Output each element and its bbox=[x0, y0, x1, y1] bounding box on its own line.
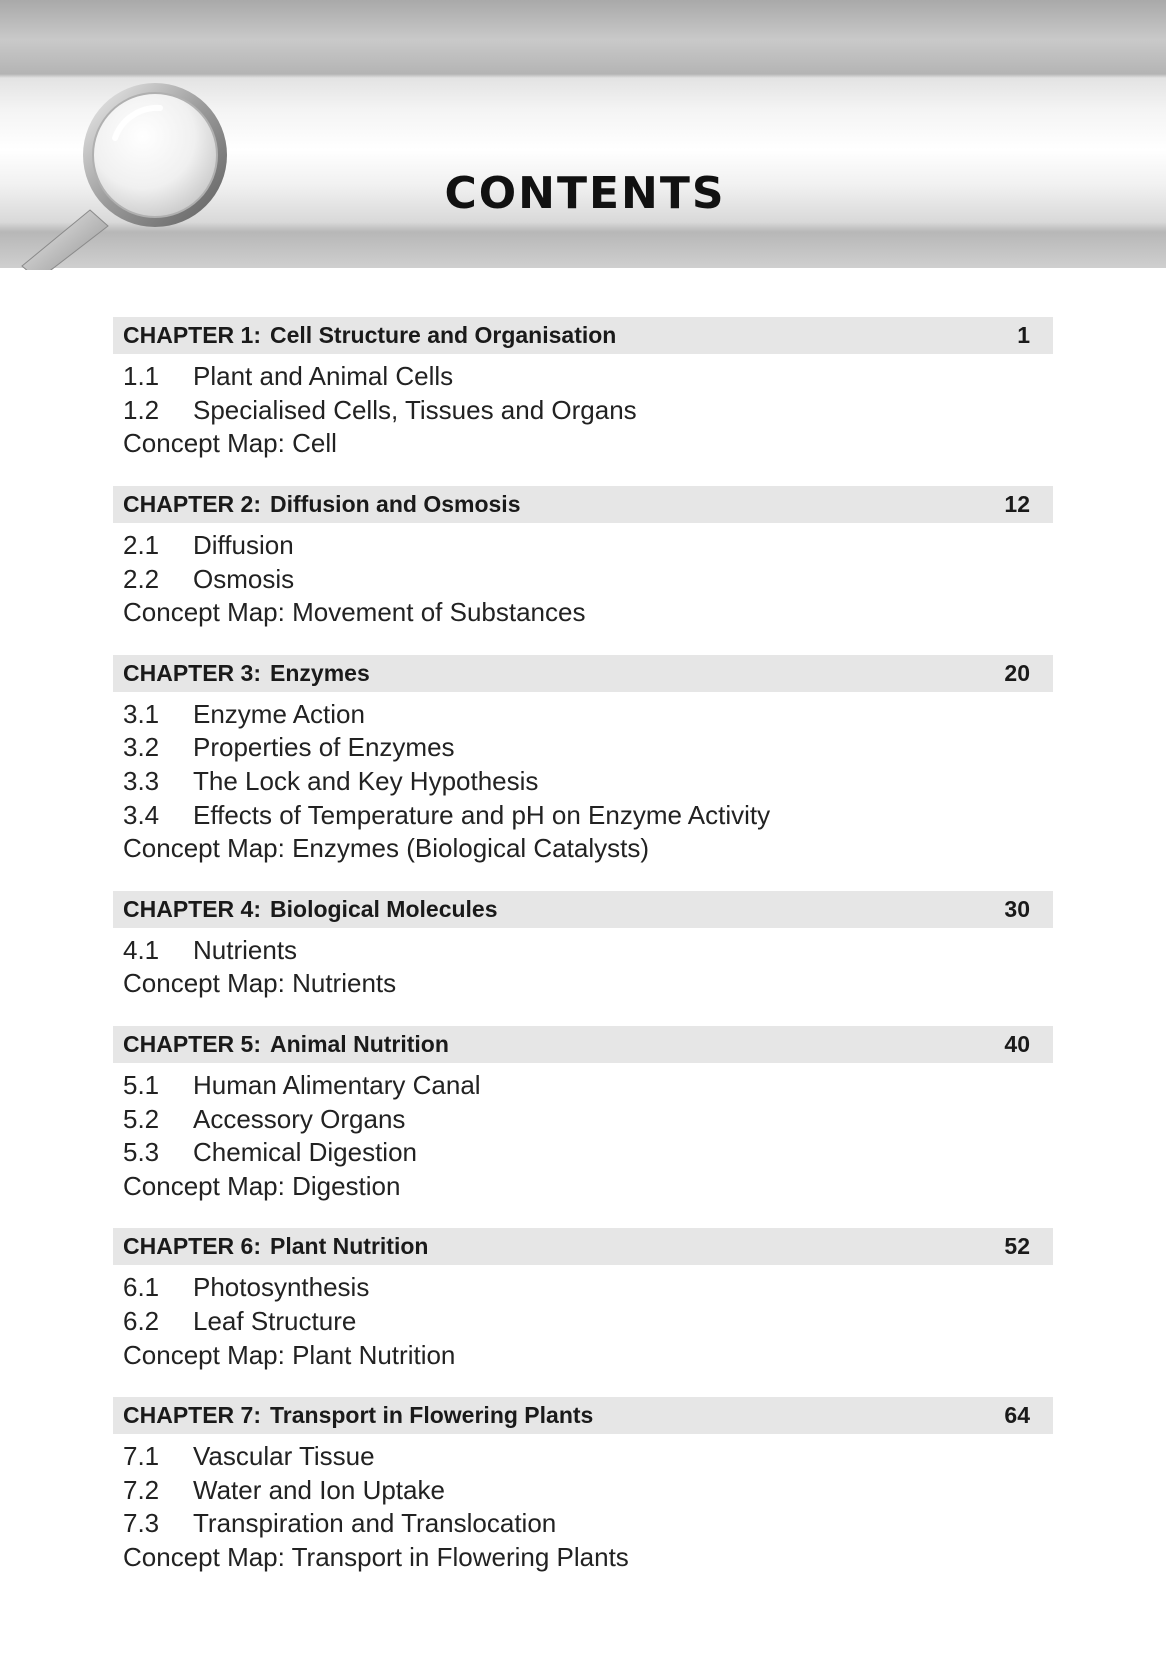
chapter-header[interactable] bbox=[113, 317, 1053, 354]
section-number: 7.3 bbox=[123, 1508, 160, 1539]
section-title: Plant and Animal Cells bbox=[193, 361, 454, 392]
section-number: 5.3 bbox=[123, 1137, 160, 1168]
chapter-block bbox=[113, 317, 1053, 461]
section-item[interactable] bbox=[123, 731, 1053, 765]
chapter-page-number: 52 bbox=[1004, 1233, 1030, 1260]
chapter-block bbox=[113, 1228, 1053, 1372]
section-item[interactable] bbox=[123, 529, 1053, 563]
chapter-title: Enzymes bbox=[270, 659, 370, 686]
chapter-label: CHAPTER 6: bbox=[123, 1233, 262, 1260]
chapter-block bbox=[113, 1397, 1053, 1574]
section-number: 3.1 bbox=[123, 698, 160, 729]
chapter-label: CHAPTER 3: bbox=[123, 659, 262, 686]
section-item[interactable] bbox=[123, 1271, 1053, 1305]
section-title: Chemical Digestion bbox=[193, 1137, 417, 1168]
section-number: 3.3 bbox=[123, 766, 160, 797]
section-number: 7.2 bbox=[123, 1474, 160, 1505]
section-item[interactable] bbox=[123, 1305, 1053, 1339]
section-number: 4.1 bbox=[123, 934, 160, 965]
chapter-heading bbox=[123, 1031, 449, 1058]
concept-map-item[interactable]: Concept Map: Cell bbox=[123, 428, 337, 459]
table-of-contents bbox=[113, 317, 1053, 1599]
section-list bbox=[113, 934, 1053, 1001]
section-title: Photosynthesis bbox=[193, 1272, 370, 1303]
section-item[interactable] bbox=[123, 1507, 1053, 1541]
section-list bbox=[113, 529, 1053, 630]
chapter-header[interactable] bbox=[113, 1026, 1053, 1063]
section-title: Diffusion bbox=[193, 530, 294, 561]
section-number: 5.2 bbox=[123, 1103, 160, 1134]
chapter-page-number: 12 bbox=[1004, 490, 1030, 517]
concept-map-item[interactable]: Concept Map: Movement of Substances bbox=[123, 597, 586, 628]
chapter-label: CHAPTER 7: bbox=[123, 1401, 262, 1428]
chapter-page-number: 1 bbox=[1017, 322, 1030, 348]
section-item[interactable] bbox=[123, 698, 1053, 732]
section-item[interactable] bbox=[123, 1069, 1053, 1103]
section-title: Osmosis bbox=[193, 563, 295, 594]
section-number: 2.2 bbox=[123, 563, 160, 594]
section-title: Vascular Tissue bbox=[193, 1441, 375, 1472]
section-item[interactable] bbox=[123, 1473, 1053, 1507]
section-title: Accessory Organs bbox=[193, 1103, 406, 1134]
chapter-header[interactable] bbox=[113, 486, 1053, 523]
concept-map-item[interactable]: Concept Map: Nutrients bbox=[123, 968, 397, 999]
section-number: 7.1 bbox=[123, 1441, 160, 1472]
chapter-header[interactable] bbox=[113, 891, 1053, 928]
chapter-heading bbox=[123, 322, 616, 349]
chapter-title: Transport in Flowering Plants bbox=[270, 1401, 594, 1428]
section-title: Leaf Structure bbox=[193, 1305, 357, 1336]
chapter-title: Biological Molecules bbox=[270, 895, 498, 922]
section-item[interactable] bbox=[123, 360, 1053, 394]
header-banner bbox=[0, 0, 1166, 268]
section-title: Nutrients bbox=[193, 934, 298, 965]
section-item[interactable] bbox=[123, 934, 1053, 968]
section-item[interactable] bbox=[123, 1136, 1053, 1170]
chapter-label: CHAPTER 4: bbox=[123, 895, 262, 922]
chapter-heading bbox=[123, 896, 498, 923]
chapter-label: CHAPTER 1: bbox=[123, 322, 262, 348]
chapter-page-number: 30 bbox=[1004, 895, 1030, 922]
section-number: 3.2 bbox=[123, 732, 160, 763]
section-title: Transpiration and Translocation bbox=[193, 1508, 557, 1539]
section-list bbox=[113, 1440, 1053, 1574]
section-title: Properties of Enzymes bbox=[193, 732, 455, 763]
section-title: Water and Ion Uptake bbox=[193, 1474, 445, 1505]
section-number: 6.2 bbox=[123, 1305, 160, 1336]
chapter-title: Plant Nutrition bbox=[270, 1233, 429, 1260]
section-title: Human Alimentary Canal bbox=[193, 1070, 481, 1101]
section-item[interactable] bbox=[123, 765, 1053, 799]
chapter-heading bbox=[123, 1233, 428, 1260]
chapter-page-number: 40 bbox=[1004, 1030, 1030, 1057]
magnifying-glass-icon bbox=[20, 80, 250, 270]
section-list bbox=[113, 1271, 1053, 1372]
chapter-label: CHAPTER 5: bbox=[123, 1030, 262, 1057]
chapter-heading bbox=[123, 491, 521, 518]
section-number: 1.1 bbox=[123, 361, 160, 392]
section-title: The Lock and Key Hypothesis bbox=[193, 766, 539, 797]
page-title: CONTENTS bbox=[444, 168, 726, 219]
section-item[interactable] bbox=[123, 798, 1053, 832]
chapter-block bbox=[113, 891, 1053, 1001]
section-number: 5.1 bbox=[123, 1070, 160, 1101]
chapter-page-number: 64 bbox=[1004, 1401, 1030, 1428]
section-number: 1.2 bbox=[123, 394, 160, 425]
section-item[interactable] bbox=[123, 1440, 1053, 1474]
section-title: Specialised Cells, Tissues and Organs bbox=[193, 394, 637, 425]
chapter-title: Diffusion and Osmosis bbox=[270, 490, 521, 517]
concept-map-item[interactable]: Concept Map: Transport in Flowering Plants bbox=[123, 1541, 629, 1572]
section-item[interactable] bbox=[123, 562, 1053, 596]
chapter-label: CHAPTER 2: bbox=[123, 490, 262, 517]
concept-map-item[interactable]: Concept Map: Digestion bbox=[123, 1170, 401, 1201]
section-number: 6.1 bbox=[123, 1272, 160, 1303]
concept-map-item[interactable]: Concept Map: Plant Nutrition bbox=[123, 1339, 456, 1370]
section-number: 3.4 bbox=[123, 799, 160, 830]
chapter-title: Animal Nutrition bbox=[270, 1030, 449, 1057]
chapter-heading bbox=[123, 660, 370, 687]
chapter-header[interactable] bbox=[113, 655, 1053, 692]
chapter-header[interactable] bbox=[113, 1228, 1053, 1265]
chapter-title: Cell Structure and Organisation bbox=[270, 322, 617, 348]
section-number: 2.1 bbox=[123, 530, 160, 561]
section-list bbox=[113, 1069, 1053, 1203]
section-item[interactable] bbox=[123, 1102, 1053, 1136]
section-title: Effects of Temperature and pH on Enzyme Activity bbox=[193, 799, 771, 830]
concept-map-item[interactable]: Concept Map: Enzymes (Biological Catalysts) bbox=[123, 833, 649, 864]
section-title: Enzyme Action bbox=[193, 698, 365, 729]
chapter-block bbox=[113, 655, 1053, 866]
section-list bbox=[113, 698, 1053, 866]
chapter-block bbox=[113, 1026, 1053, 1203]
chapter-page-number: 20 bbox=[1004, 659, 1030, 686]
section-list bbox=[113, 360, 1053, 461]
chapter-header[interactable] bbox=[113, 1397, 1053, 1434]
chapter-heading bbox=[123, 1402, 593, 1429]
section-item[interactable] bbox=[123, 394, 1053, 428]
chapter-block bbox=[113, 486, 1053, 630]
